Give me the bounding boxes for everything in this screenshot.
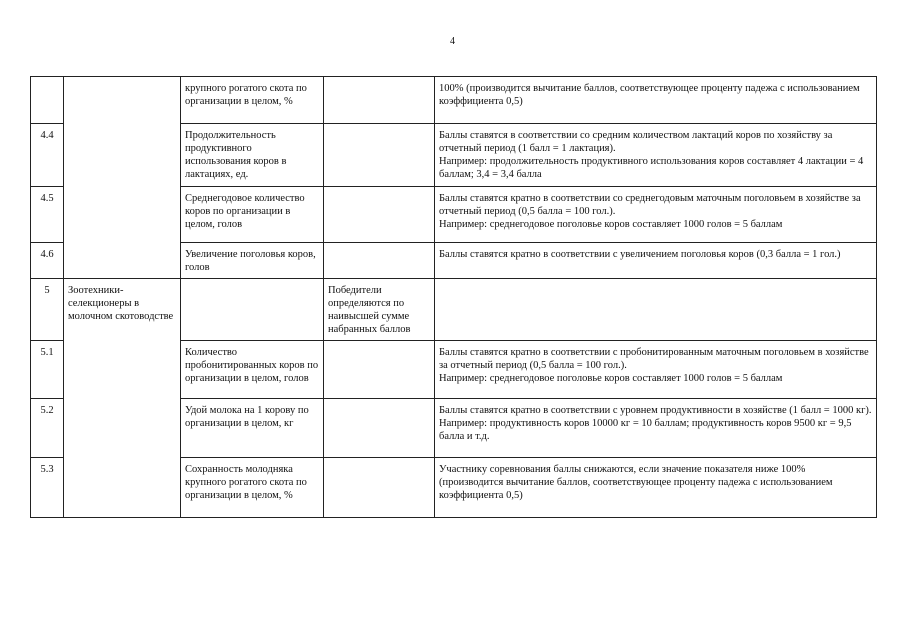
category-cell bbox=[64, 77, 181, 279]
row-number bbox=[31, 77, 64, 124]
row-number: 4.5 bbox=[31, 187, 64, 243]
scoring-cell bbox=[435, 399, 877, 458]
indicator-cell: Среднегодовое количество коров по организации в целом, голов bbox=[181, 187, 324, 243]
category-cell: Зоотехники-селекционеры в молочном скотоводстве bbox=[64, 279, 181, 518]
note-cell: Победители определяются по наивысшей сумме набранных баллов bbox=[324, 279, 435, 341]
scoring-cell bbox=[435, 187, 877, 243]
scoring-cell bbox=[435, 341, 877, 399]
note-cell bbox=[324, 341, 435, 399]
scoring-cell bbox=[435, 124, 877, 187]
indicator-cell: Продолжительность продуктивного использования коров в лактациях, ед. bbox=[181, 124, 324, 187]
scoring-cell bbox=[435, 458, 877, 518]
scoring-text: Баллы ставятся кратно в соответствии с увеличением поголовья коров (0,3 балла = 1 гол.) bbox=[439, 249, 841, 260]
scoring-cell bbox=[435, 243, 877, 279]
scoring-example: Например: среднегодовое поголовье коров составляет 1000 голов = 5 баллам bbox=[439, 373, 783, 384]
row-number: 4.6 bbox=[31, 243, 64, 279]
indicator-cell: Количество пробонитированных коров по организации в целом, голов bbox=[181, 341, 324, 399]
row-number: 4.4 bbox=[31, 124, 64, 187]
table-row bbox=[31, 77, 877, 124]
scoring-cell bbox=[435, 77, 877, 124]
table-row bbox=[31, 279, 877, 341]
scoring-text: Баллы ставятся кратно в соответствии со среднегодовым маточным поголовьем в хозяйстве за отчетный период (0,5 балла = 100 гол.). bbox=[439, 193, 861, 217]
scoring-example: Например: среднегодовое поголовье коров составляет 1000 голов = 5 баллам bbox=[439, 219, 783, 230]
page-number: 4 bbox=[450, 36, 455, 47]
row-number: 5.1 bbox=[31, 341, 64, 399]
row-number: 5.2 bbox=[31, 399, 64, 458]
scoring-text: Участнику соревнования баллы снижаются, если значение показателя ниже 100% (производится вычитание баллов, соответствующее проценту падежа с использованием коэффициента 0,5) bbox=[439, 464, 833, 501]
scoring-cell bbox=[435, 279, 877, 341]
scoring-text: Баллы ставятся в соответствии со средним количеством лактаций коров по хозяйству за отчетный период (1 балл = 1 лактация). bbox=[439, 130, 833, 154]
scoring-text: Баллы ставятся кратно в соответствии с пробонитированным маточным поголовьем в хозяйстве за отчетный период (0,5 балла = 100 гол.). bbox=[439, 347, 869, 371]
indicator-cell bbox=[181, 279, 324, 341]
note-cell bbox=[324, 124, 435, 187]
criteria-table bbox=[30, 76, 877, 518]
indicator-cell: крупного рогатого скота по организации в целом, % bbox=[181, 77, 324, 124]
row-number: 5.3 bbox=[31, 458, 64, 518]
indicator-cell: Удой молока на 1 корову по организации в целом, кг bbox=[181, 399, 324, 458]
note-cell bbox=[324, 187, 435, 243]
scoring-example: Например: продуктивность коров 10000 кг = 10 баллам; продуктивность коров 9500 кг = 9,5 балла и т.д. bbox=[439, 418, 852, 442]
scoring-text: Баллы ставятся кратно в соответствии с уровнем продуктивности в хозяйстве (1 балл = 1000 кг). bbox=[439, 405, 872, 416]
note-cell bbox=[324, 243, 435, 279]
indicator-cell: Увеличение поголовья коров, голов bbox=[181, 243, 324, 279]
row-number: 5 bbox=[31, 279, 64, 341]
scoring-text: 100% (производится вычитание баллов, соответствующее проценту падежа с использованием коэффициента 0,5) bbox=[439, 83, 860, 107]
indicator-cell: Сохранность молодняка крупного рогатого скота по организации в целом, % bbox=[181, 458, 324, 518]
note-cell bbox=[324, 77, 435, 124]
scoring-example: Например: продолжительность продуктивного использования коров составляет 4 лактации = 4 баллам; 3,4 = 3,4 балла bbox=[439, 156, 864, 180]
note-cell bbox=[324, 399, 435, 458]
note-cell bbox=[324, 458, 435, 518]
